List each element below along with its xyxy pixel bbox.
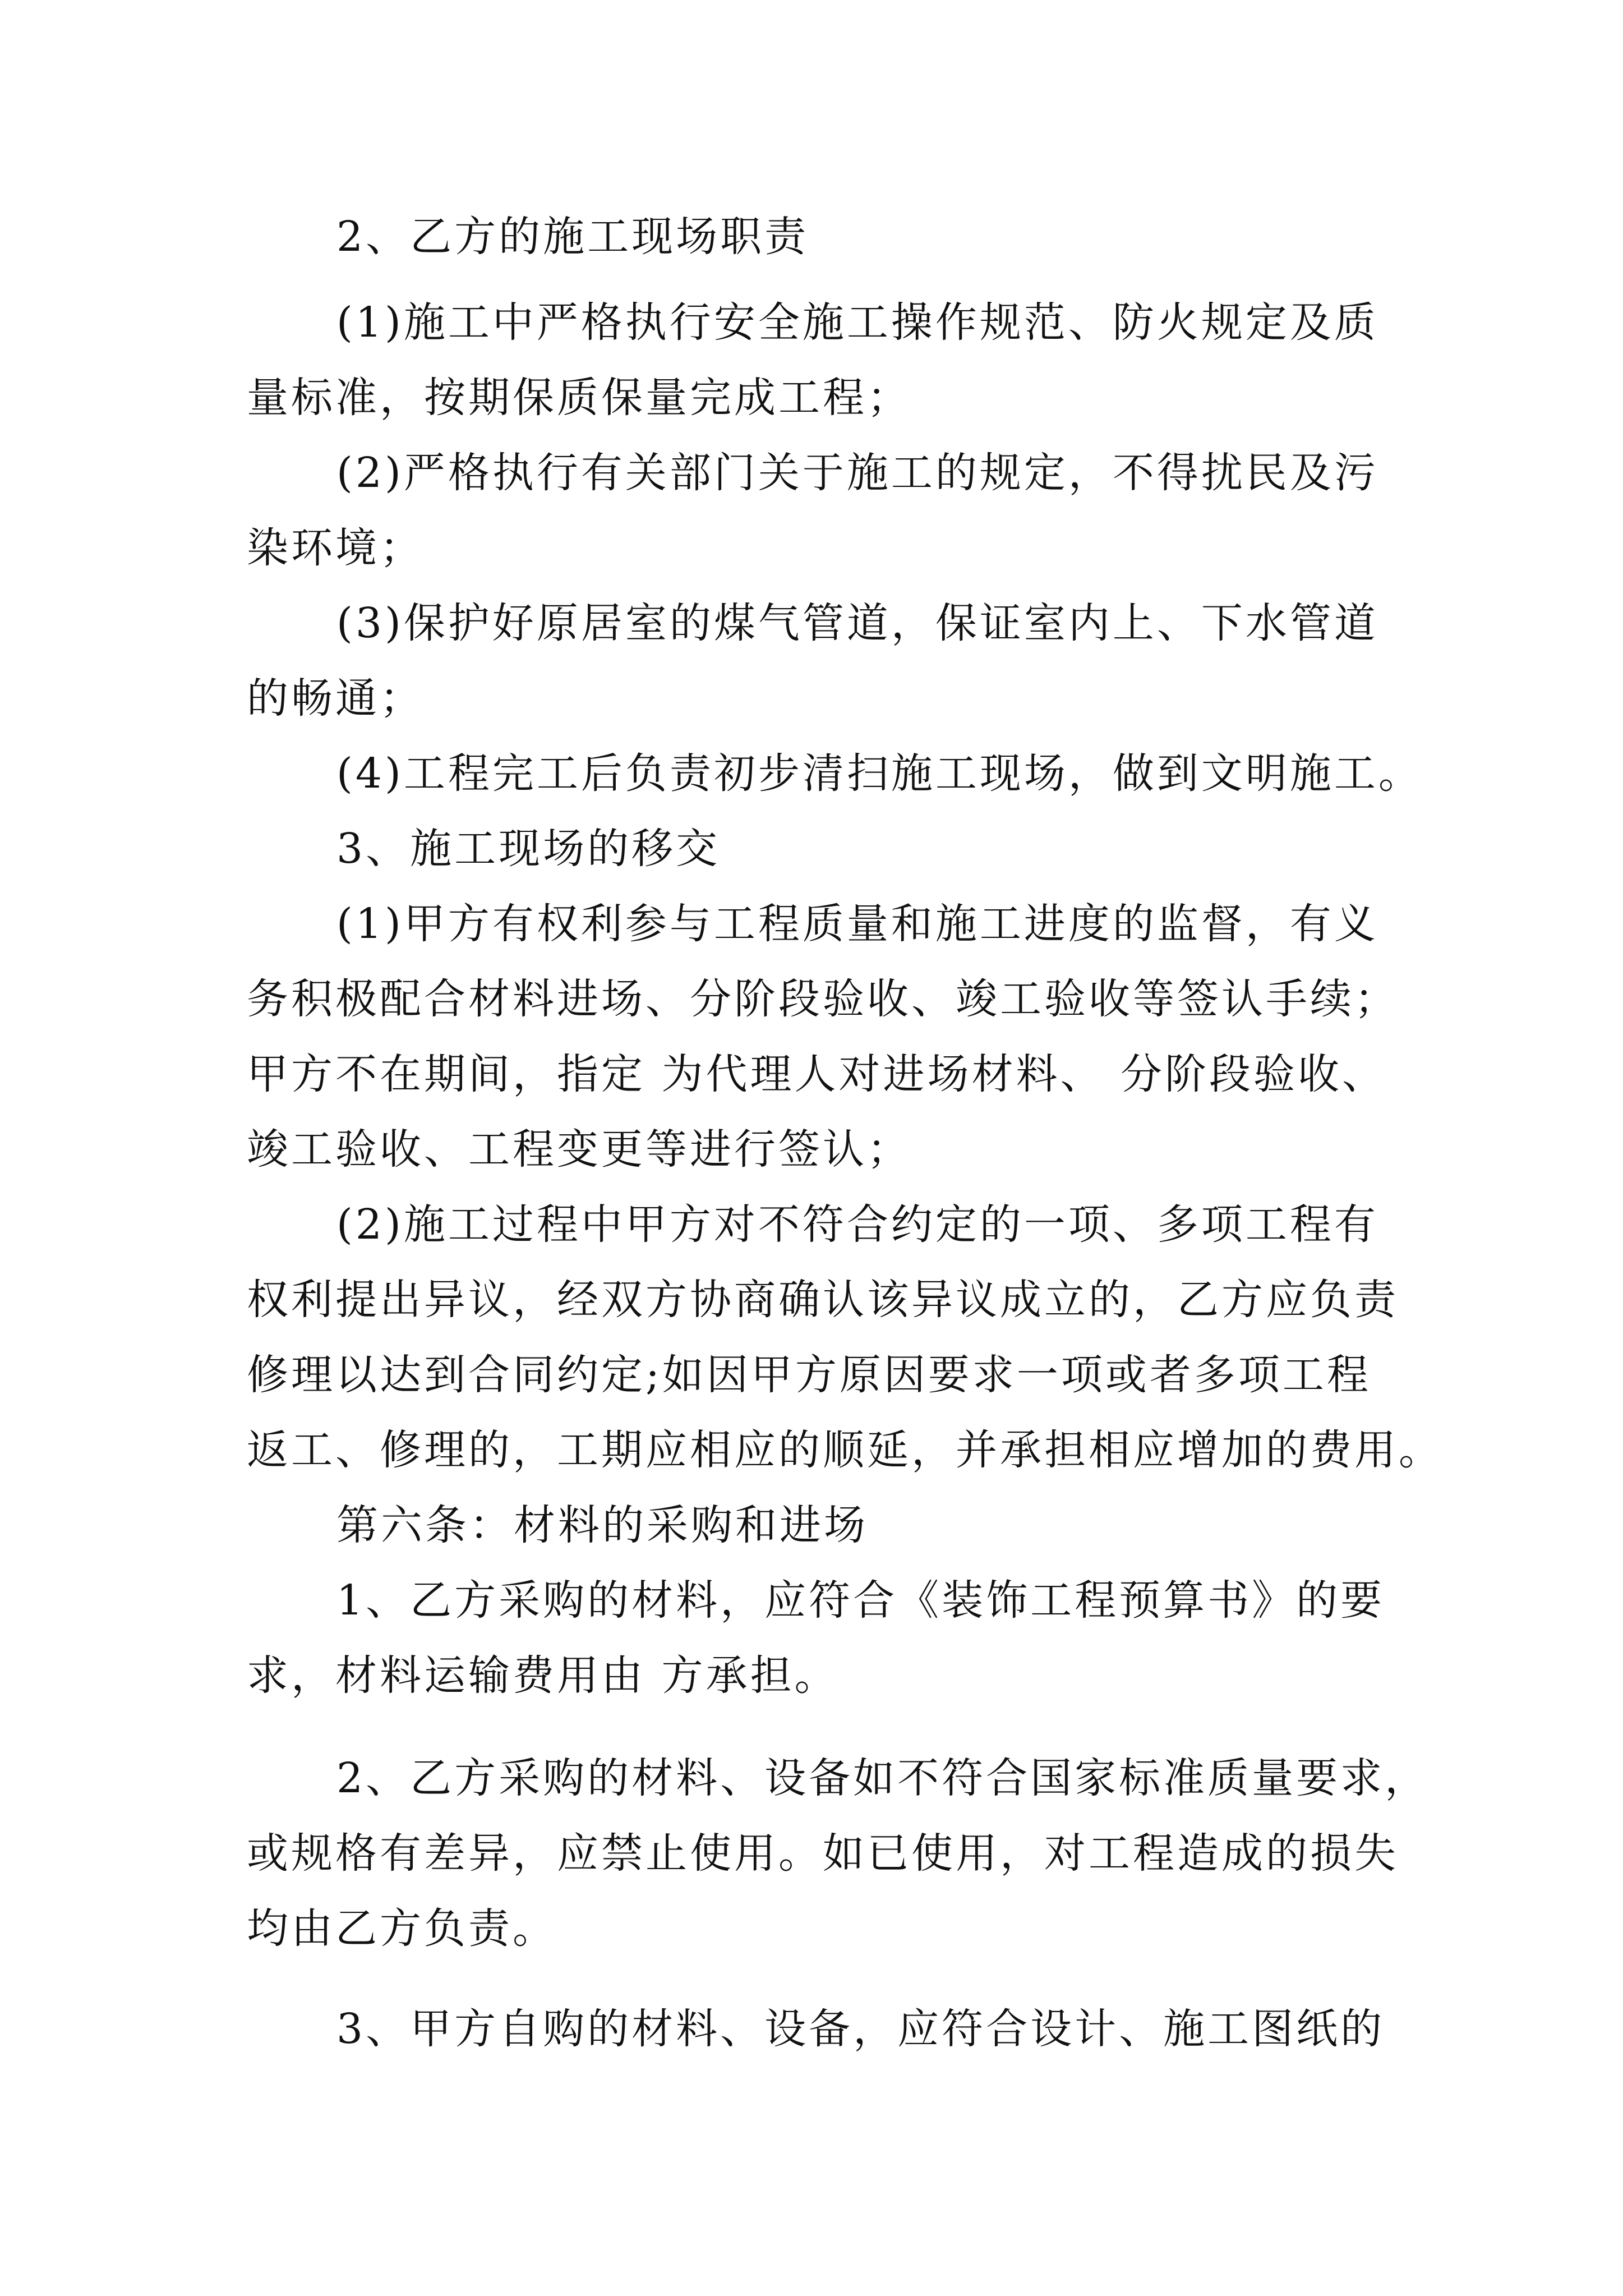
article-heading: 第六条：材料的采购和进场 — [336, 1501, 868, 1549]
clause-line: 权利提出异议，经双方协商确认该异议成立的，乙方应负责 — [247, 1276, 1399, 1324]
clause-line: (1)甲方有权利参与工程质量和施工进度的监督，有义 — [336, 900, 1378, 948]
clause-line: 返工、修理的，工期应相应的顺延，并承担相应增加的费用。 — [247, 1426, 1443, 1474]
clause-line: 求，材料运输费用由 方承担。 — [247, 1651, 839, 1700]
section-heading: 3、施工现场的移交 — [336, 825, 721, 873]
clause-line: (3)保护好原居室的煤气管道，保证室内上、下水管道 — [336, 599, 1378, 647]
clause-line: 2、乙方采购的材料、设备如不符合国家标准质量要求， — [336, 1754, 1430, 1802]
clause-line: (2)施工过程中甲方对不符合约定的一项、多项工程有 — [336, 1200, 1378, 1249]
clause-line: 染环境； — [247, 524, 424, 572]
clause-line: (4)工程完工后负责初步清扫施工现场，做到文明施工。 — [336, 749, 1423, 798]
clause-line: 3、甲方自购的材料、设备，应符合设计、施工图纸的 — [336, 2005, 1385, 2053]
clause-line: (1)施工中严格执行安全施工操作规范、防火规定及质 — [336, 298, 1378, 347]
clause-line: 竣工验收、工程变更等进行签认； — [247, 1125, 911, 1174]
clause-line: 修理以达到合同约定;如因甲方原因要求一项或者多项工程 — [247, 1351, 1371, 1399]
clause-line: (2)严格执行有关部门关于施工的规定，不得扰民及污 — [336, 449, 1378, 497]
clause-line: 甲方不在期间，指定 为代理人对进场材料、 分阶段验收、 — [247, 1050, 1387, 1098]
clause-line: 1、乙方采购的材料，应符合《装饰工程预算书》的要 — [336, 1576, 1385, 1625]
clause-line: 务积极配合材料进场、分阶段验收、竣工验收等签认手续； — [247, 975, 1399, 1023]
clause-line: 的畅通； — [247, 674, 424, 723]
clause-line: 量标准，按期保质保量完成工程； — [247, 374, 911, 422]
clause-line: 或规格有差异，应禁止使用。如已使用，对工程造成的损失 — [247, 1829, 1399, 1878]
clause-line: 均由乙方负责。 — [247, 1904, 557, 1953]
section-heading: 2、乙方的施工现场职责 — [336, 213, 809, 261]
